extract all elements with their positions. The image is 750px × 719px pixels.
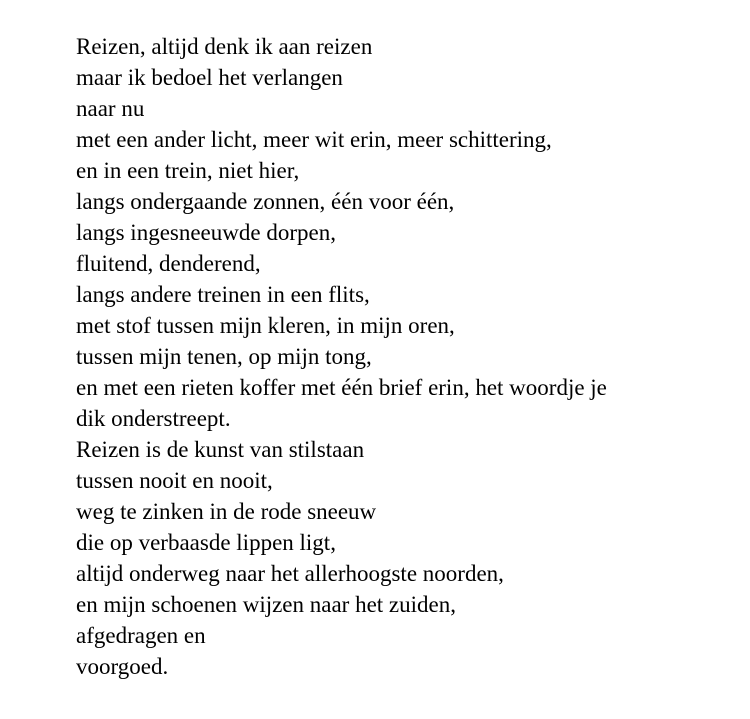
poem-line: tussen nooit en nooit,	[76, 468, 273, 493]
poem-line: langs andere treinen in een flits,	[76, 282, 370, 307]
poem-line: naar nu	[76, 96, 145, 121]
poem-line: met stof tussen mijn kleren, in mijn oren,	[76, 313, 455, 338]
poem-line: fluitend, denderend,	[76, 251, 261, 276]
poem-line: tussen mijn tenen, op mijn tong,	[76, 344, 372, 369]
poem-line: Reizen is de kunst van stilstaan	[76, 437, 365, 462]
poem-line: dik onderstreept.	[76, 406, 231, 431]
poem-line: langs ingesneeuwde dorpen,	[76, 220, 336, 245]
poem-line: afgedragen en	[76, 623, 206, 648]
poem-text	[76, 31, 607, 682]
poem-line: langs ondergaande zonnen, één voor één,	[76, 189, 455, 214]
poem-line: en in een trein, niet hier,	[76, 158, 300, 183]
poem-line: die op verbaasde lippen ligt,	[76, 530, 336, 555]
poem-line: met een ander licht, meer wit erin, meer schittering,	[76, 127, 552, 152]
poem-line: maar ik bedoel het verlangen	[76, 65, 343, 90]
poem-line: voorgoed.	[76, 654, 169, 679]
poem-line: en mijn schoenen wijzen naar het zuiden,	[76, 592, 456, 617]
poem-line: weg te zinken in de rode sneeuw	[76, 499, 377, 524]
poem-line: en met een rieten koffer met één brief erin, het woordje je	[76, 375, 607, 400]
poem-line: Reizen, altijd denk ik aan reizen	[76, 34, 373, 59]
poem-line: altijd onderweg naar het allerhoogste noorden,	[76, 561, 504, 586]
